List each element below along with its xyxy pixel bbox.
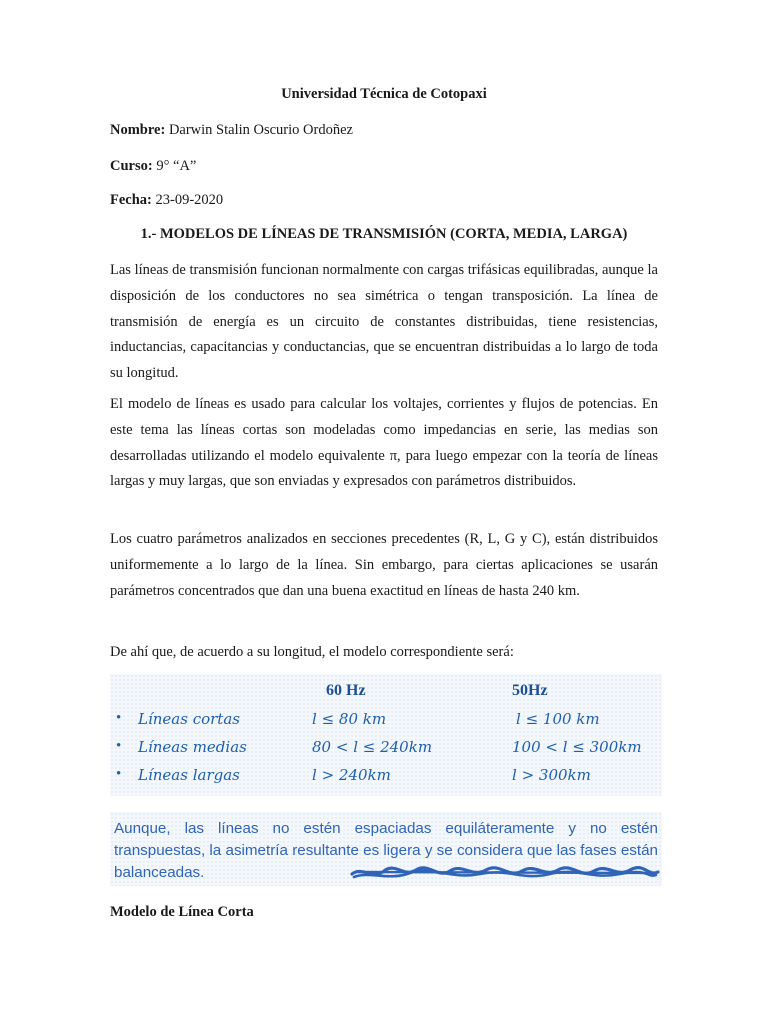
scribble-strikeout-icon xyxy=(350,862,660,884)
short-60hz-value: l ≤ 80 km xyxy=(312,710,387,728)
name-value: Darwin Stalin Oscurio Ordoñez xyxy=(165,122,353,138)
row-label-short: Líneas cortas xyxy=(138,710,240,728)
note-text: Aunque, las líneas no estén espaciadas equiláteramente y no estén transpuestas, la asimetría resultante es ligera y se considera que las fases están balanceadas. xyxy=(114,820,658,881)
course-field xyxy=(110,158,196,175)
paragraph-3: Los cuatro parámetros analizados en secciones precedentes (R, L, G y C), están distribuidos uniformemente a lo largo de la línea. Sin embargo, para ciertas aplicaciones se usarán parámetros concentrados que dan una buena exactitud en líneas de hasta 240 km. xyxy=(110,531,658,599)
medium-60hz-value: 80 < l ≤ 240km xyxy=(312,738,433,756)
bullet-icon: • xyxy=(116,766,122,782)
medium-50hz-value: 100 < l ≤ 300km xyxy=(512,738,642,756)
short-50hz-value: l ≤ 100 km xyxy=(516,710,600,728)
name-label: Nombre: xyxy=(110,122,166,138)
paragraph-1: Las líneas de transmisión funcionan normalmente con cargas trifásicas equilibradas, aunque la disposición de los conductores no sea simétrica o tengan transposición. La línea de transmisión de energía es un circuito de constantes distribuidas, tiene resistencias, inductancias, capacitancias y conductancias, que se encuentran distribuidas a lo largo de toda su longitud. xyxy=(110,262,658,382)
paragraph-4: De ahí que, de acuerdo a su longitud, el modelo correspondiente será: xyxy=(110,644,514,660)
section-title: 1.- MODELOS DE LÍNEAS DE TRANSMISIÓN (CORTA, MEDIA, LARGA) xyxy=(140,226,628,242)
date-field xyxy=(110,192,223,209)
handwritten-note-box xyxy=(110,812,662,886)
subheading-short-line: Modelo de Línea Corta xyxy=(110,904,254,920)
bullet-icon: • xyxy=(116,738,122,754)
header-60hz: 60 Hz xyxy=(326,682,366,699)
date-value: 23-09-2020 xyxy=(151,192,224,208)
course-value: 9° “A” xyxy=(152,158,197,174)
row-label-long: Líneas largas xyxy=(138,766,240,784)
paragraph-2: El modelo de líneas es usado para calcular los voltajes, corrientes y flujos de potencias. En este tema las líneas cortas son modeladas como impedancias en serie, las medias son desarrolladas utilizando el modelo equivalente π, para luego empezar con la teoría de líneas largas y muy largas, que son enviadas y expresados con parámetros distribuidos. xyxy=(110,396,658,490)
long-60hz-value: l > 240km xyxy=(312,766,391,784)
row-label-medium: Líneas medias xyxy=(138,738,247,756)
name-field xyxy=(110,122,353,139)
bullet-icon: • xyxy=(116,710,122,726)
line-models-table xyxy=(110,674,662,796)
university-title: Universidad Técnica de Cotopaxi xyxy=(281,86,487,102)
date-label: Fecha: xyxy=(110,192,152,208)
long-50hz-value: l > 300km xyxy=(512,766,591,784)
course-label: Curso: xyxy=(110,158,153,174)
header-50hz: 50Hz xyxy=(512,682,548,699)
